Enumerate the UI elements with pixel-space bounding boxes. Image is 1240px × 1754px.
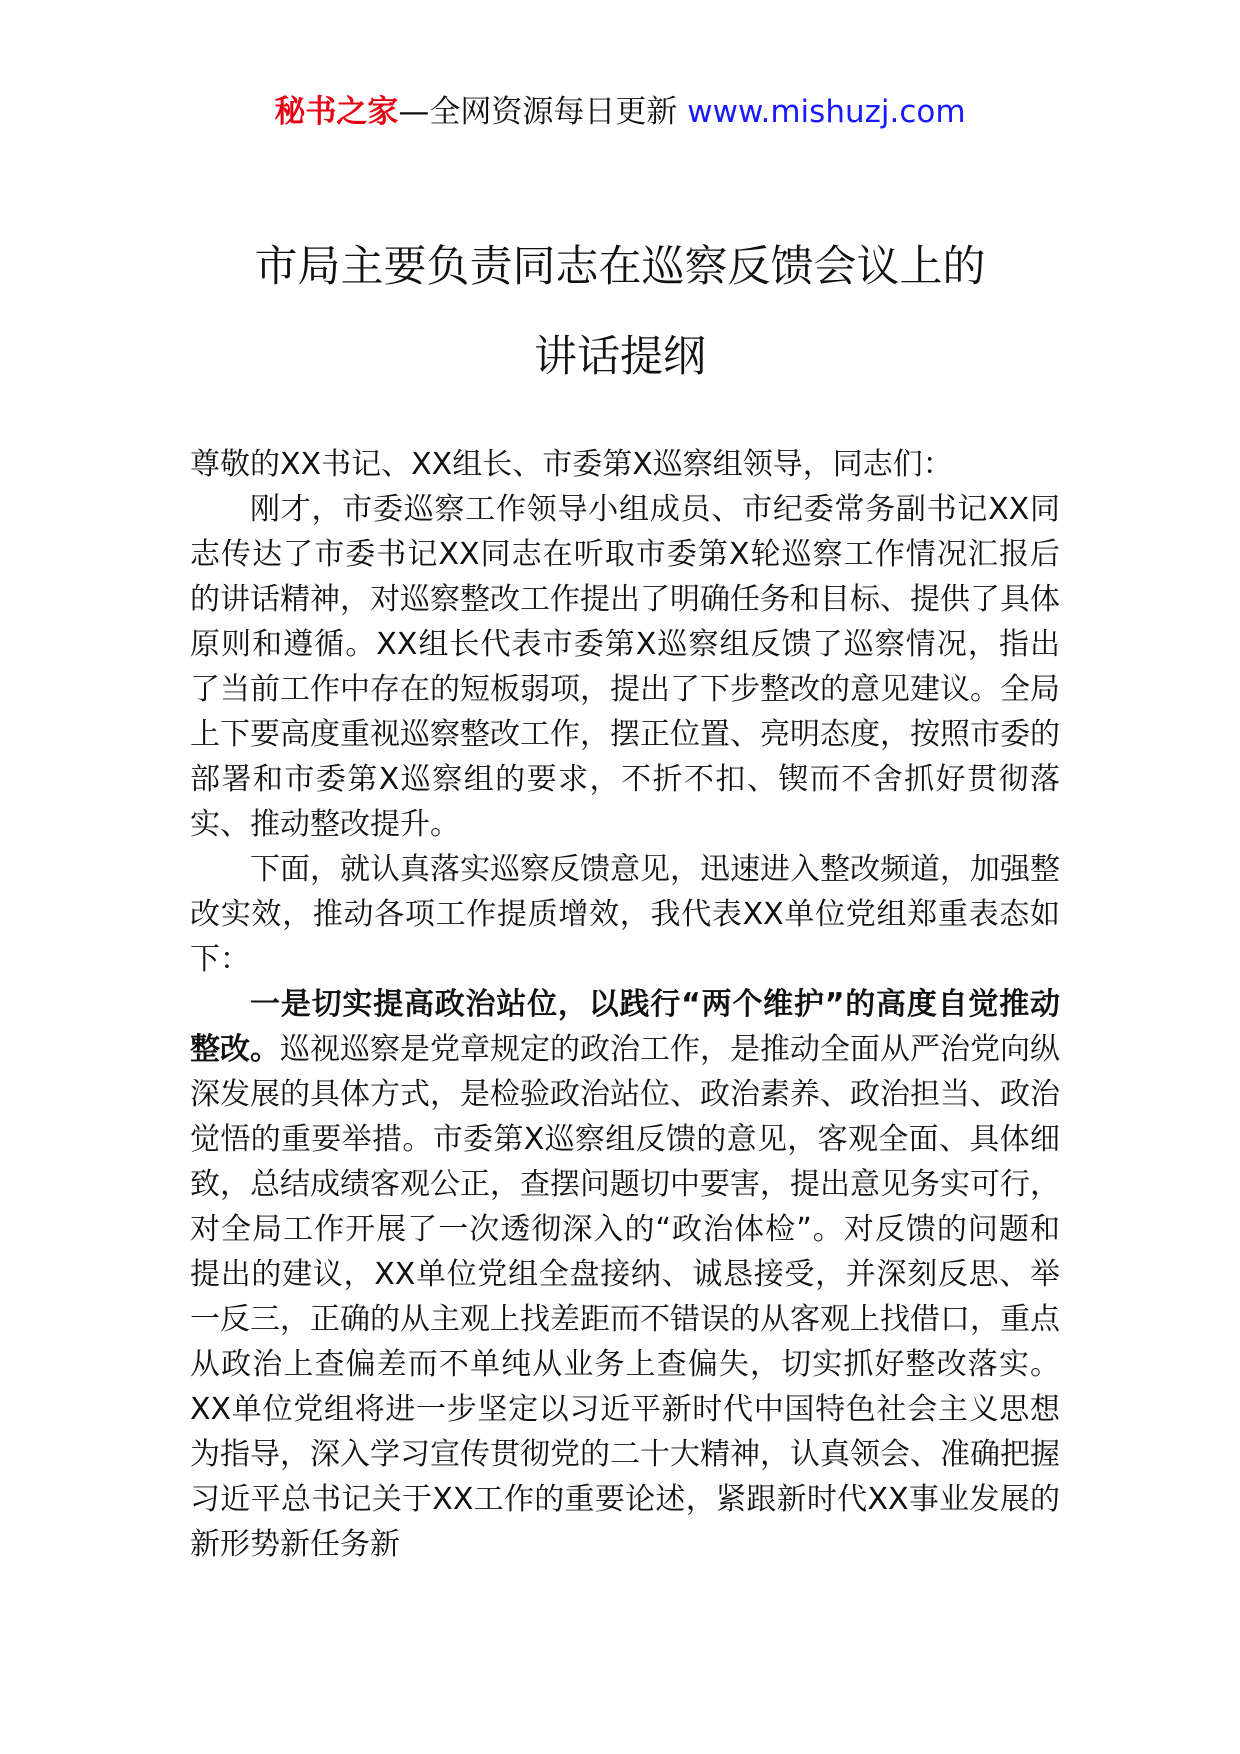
paragraph-2: 下面，就认真落实巡察反馈意见，迅速进入整改频道，加强整改实效，推动各项工作提质增效，我代表XX单位党组郑重表态如下： [190, 852, 1060, 977]
document-body [190, 442, 1060, 1567]
site-header [0, 92, 1240, 132]
document-title-line-2: 讲话提纲 [534, 332, 706, 382]
site-tagline: —全网资源每日更新 [398, 94, 678, 130]
document-title [120, 222, 1120, 402]
document-title-line-1: 市局主要负责同志在巡察反馈会议上的 [254, 242, 986, 292]
paragraph-1: 刚才，市委巡察工作领导小组成员、市纪委常务副书记XX同志传达了市委书记XX同志在听取市委第X轮巡察工作情况汇报后的讲话精神，对巡察整改工作提出了明确任务和目标、提供了具体原则和遵循。XX组长代表市委第X巡察组反馈了巡察情况，指出了当前工作中存在的短板弱项，提出了下步整改的意见建议。全局上下要高度重视巡察整改工作，摆正位置、亮明态度，按照市委的部署和市委第X巡察组的要求，不折不扣、锲而不舍抓好贯彻落实、推动整改提升。 [190, 492, 1060, 842]
site-url-link[interactable]: www.mishuzj.com [687, 94, 966, 130]
site-brand: 秘书之家 [274, 94, 399, 130]
salutation: 尊敬的XX书记、XX组长、市委第X巡察组领导，同志们： [190, 447, 953, 482]
paragraph-3 [190, 982, 1060, 1567]
paragraph-3-lead: 一是切实提高政治站位，以践行“两个维护”的高度自觉推动整改。 [190, 987, 1060, 1067]
paragraph-3-text: 巡视巡察是党章规定的政治工作，是推动全面从严治党向纵深发展的具体方式，是检验政治站位、政治素养、政治担当、政治觉悟的重要举措。市委第X巡察组反馈的意见，客观全面、具体细致，总结成绩客观公正，查摆问题切中要害，提出意见务实可行，对全局工作开展了一次透彻深入的“政治体检”。对反馈的问题和提出的建议，XX单位党组全盘接纳、诚恳接受，并深刻反思、举一反三，正确的从主观上找差距而不错误的从客观上找借口，重点从政治上查偏差而不单纯从业务上查偏失，切实抓好整改落实。XX单位党组将进一步坚定以习近平新时代中国特色社会主义思想为指导，深入学习宣传贯彻党的二十大精神，认真领会、准确把握习近平总书记关于XX工作的重要论述，紧跟新时代XX事业发展的新形势新任务新 [190, 1032, 1060, 1562]
